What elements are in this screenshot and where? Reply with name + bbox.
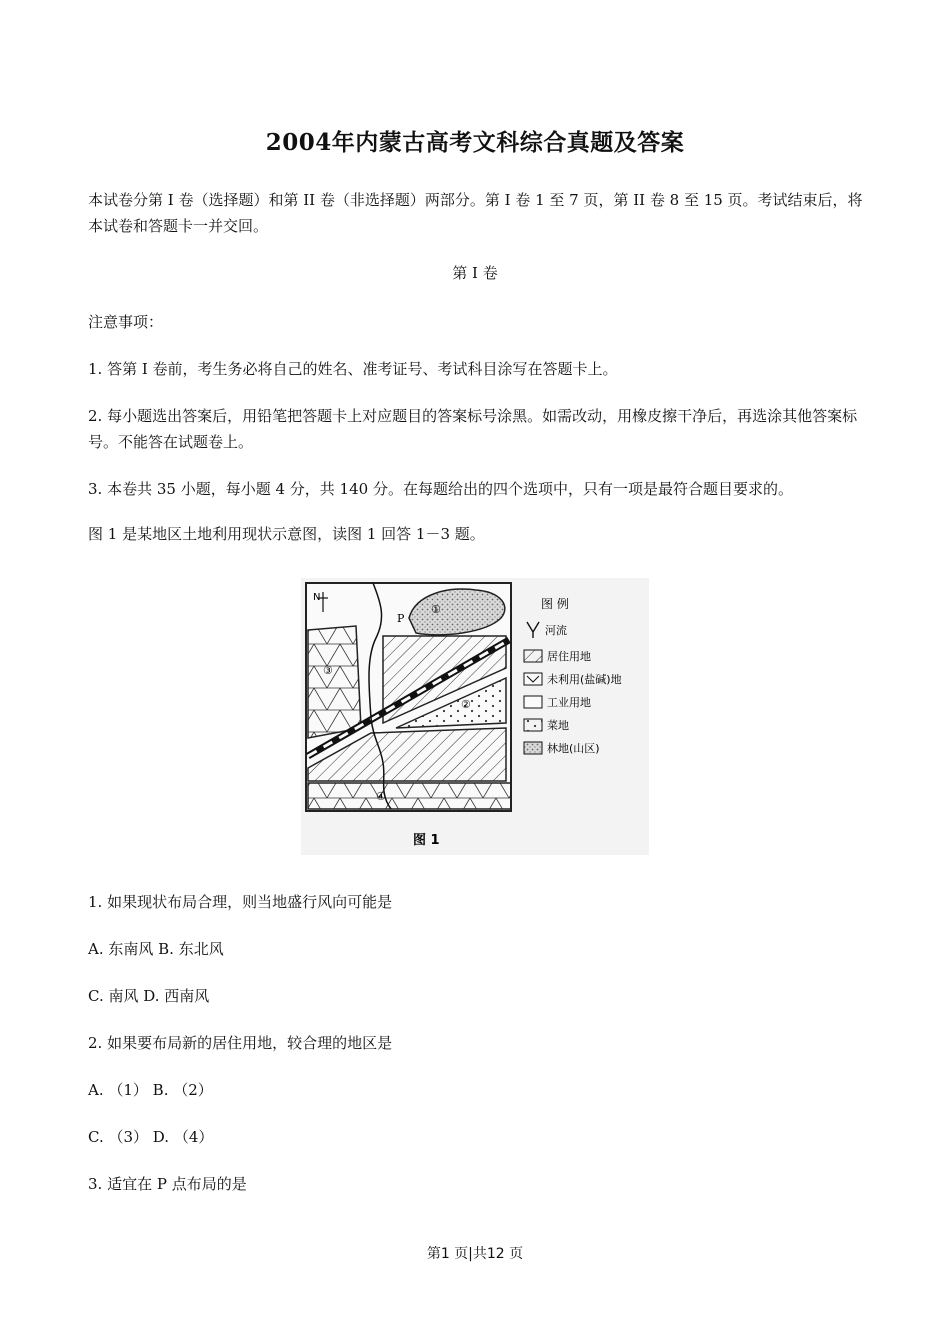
vegetable-region-bottom bbox=[308, 783, 511, 809]
question-stem: 1. 如果现状布局合理，则当地盛行风向可能是 bbox=[88, 893, 393, 911]
figure-caption: 图 1 bbox=[413, 833, 440, 848]
legend-item: 未利用(盐碱)地 bbox=[547, 673, 622, 686]
north-label: N bbox=[313, 592, 321, 603]
vegetable-region-left bbox=[308, 626, 361, 738]
note-item: 2. 每小题选出答案后，用铅笔把答题卡上对应题目的答案标号涂黑。如需改动，用橡皮擦干净后，再选涂其他答案标号。不能答在试题卷上。 bbox=[88, 407, 858, 451]
legend-industrial-icon bbox=[524, 696, 542, 708]
legend-forest-icon bbox=[524, 742, 542, 754]
legend-residential-icon bbox=[524, 650, 542, 662]
question-stem: 2. 如果要布局新的居住用地，较合理的地区是 bbox=[88, 1034, 393, 1052]
intro-paragraph: 本试卷分第 I 卷（选择题）和第 II 卷（非选择题）两部分。第 I 卷 1 至 7 页，第 II 卷 8 至 15 页。考试结束后，将本试卷和答题卡一并交回。 bbox=[88, 191, 863, 235]
note-item: 1. 答第 I 卷前，考生务必将自己的姓名、准考证号、考试科目涂写在答题卡上。 bbox=[88, 360, 618, 378]
legend-title: 图 例 bbox=[541, 597, 569, 611]
land-use-map-figure bbox=[301, 578, 649, 855]
region-label: ② bbox=[461, 698, 471, 711]
region-label: ① bbox=[431, 603, 441, 616]
notes-heading: 注意事项： bbox=[88, 313, 164, 331]
legend-river-icon bbox=[527, 622, 539, 638]
legend-item: 工业用地 bbox=[547, 696, 591, 709]
note-item: 3. 本卷共 35 小题，每小题 4 分，共 140 分。在每题给出的四个选项中，只有一项是最符合题目要求的。 bbox=[88, 480, 793, 498]
legend-item: 菜地 bbox=[547, 719, 569, 732]
figure-intro: 图 1 是某地区土地利用现状示意图，读图 1 回答 1－3 题。 bbox=[88, 525, 485, 543]
page-footer: 第1 页|共12 页 bbox=[426, 1246, 524, 1262]
question-stem: 3. 适宜在 P 点布局的是 bbox=[88, 1175, 247, 1193]
question-option: C. （3） D. （4） bbox=[88, 1128, 214, 1146]
legend-item: 林地(山区) bbox=[547, 742, 600, 755]
region-label: ③ bbox=[323, 664, 333, 677]
question-option: C. 南风 D. 西南风 bbox=[88, 987, 210, 1005]
page-title: 2004年内蒙古高考文科综合真题及答案 bbox=[265, 129, 685, 156]
question-option: A. （1） B. （2） bbox=[88, 1081, 213, 1099]
section-heading: 第 I 卷 bbox=[452, 264, 498, 282]
point-p-label: P bbox=[397, 612, 405, 625]
land-use-map bbox=[301, 578, 649, 855]
legend-unused-land-icon bbox=[524, 673, 542, 685]
legend-item: 河流 bbox=[545, 624, 567, 637]
question-option: A. 东南风 B. 东北风 bbox=[88, 940, 224, 958]
legend-vegetable-icon bbox=[524, 719, 542, 731]
legend-item: 居住用地 bbox=[547, 650, 591, 663]
region-label: ④ bbox=[376, 790, 386, 803]
